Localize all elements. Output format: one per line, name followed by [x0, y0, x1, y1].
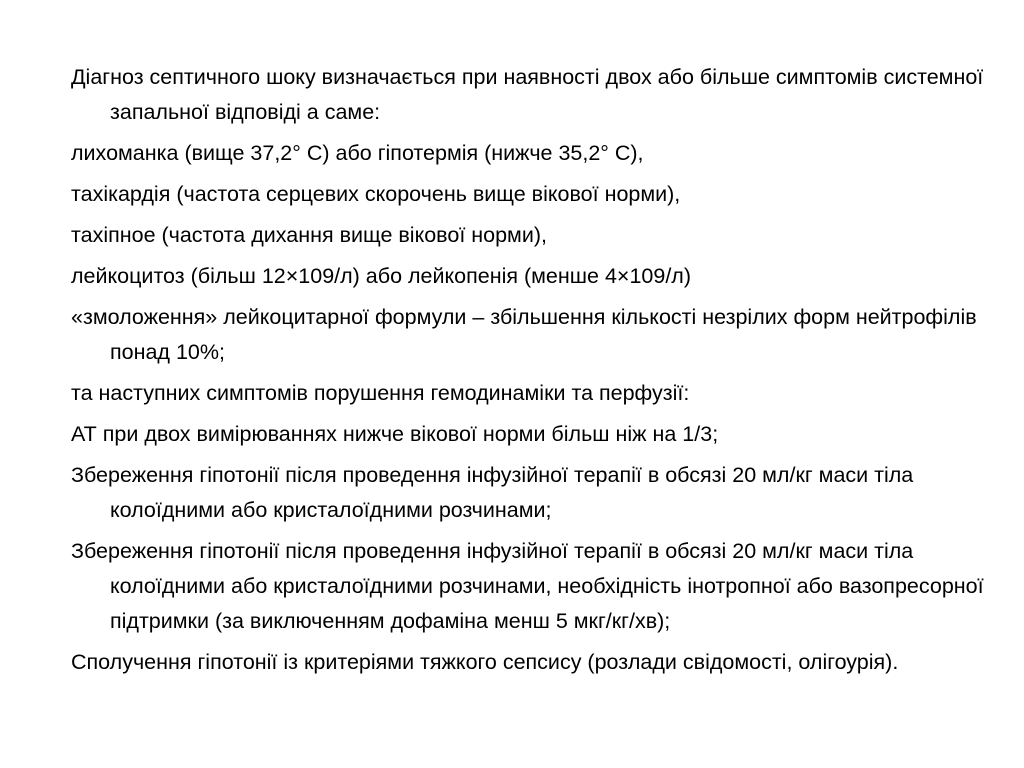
paragraph-blood-pressure: АТ при двох вимірюваннях нижче вікової норми більш ніж на 1/3;: [71, 422, 719, 446]
paragraph-diagnosis-intro: Діагноз септичного шоку визначається при наявності двох або більше симптомів системної запальної відповіді а саме:: [71, 65, 984, 124]
paragraph-leukocytosis: лейкоцитоз (більш 12×109/л) або лейкопенія (менше 4×109/л): [71, 264, 692, 288]
paragraph-hypotension-support: Збереження гіпотонії після проведення інфузійної терапії в обсязі 20 мл/кг маси тіла колоїдними або кристалоїдними розчинами, необхідність інотропної або вазопресорної підтримки (за виключенням дофаміна менш 5 мкг/кг/хв);: [71, 539, 984, 633]
paragraph-left-shift: «змоложення» лейкоцитарної формули – збільшення кількості незрілих форм нейтрофілів понад 10%;: [71, 305, 977, 364]
paragraph-fever: лихоманка (вище 37,2° С) або гіпотермія (нижче 35,2° С),: [71, 141, 644, 165]
paragraph-hemodynamics-intro: та наступних симптомів порушення гемодинаміки та перфузії:: [71, 381, 690, 405]
paragraph-tachypnea: тахіпное (частота дихання вище вікової норми),: [71, 223, 547, 247]
paragraph-hypotension-infusion: Збереження гіпотонії після проведення інфузійної терапії в обсязі 20 мл/кг маси тіла колоїдними або кристалоїдними розчинами;: [71, 463, 914, 522]
paragraph-tachycardia: тахікардія (частота серцевих скорочень вище вікової норми),: [71, 182, 681, 206]
paragraph-severe-sepsis: Сполучення гіпотонії із критеріями тяжкого сепсису (розлади свідомості, олігоурія).: [71, 650, 899, 674]
